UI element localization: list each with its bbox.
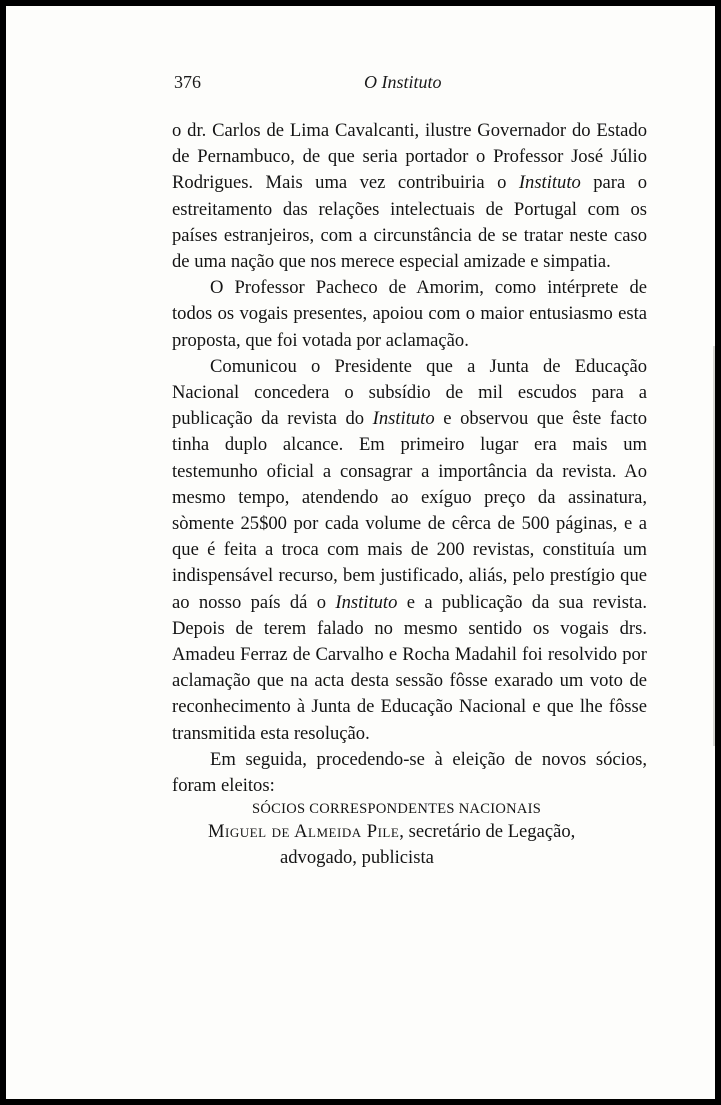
running-title: O Instituto bbox=[364, 72, 442, 92]
page-edge-shadow bbox=[713, 346, 715, 746]
paragraph-1-part-c: para o estreitamento das relações intelectuais de Portugal com os países estranjeiros, com a circunstância de se tratar neste caso de uma nação que nos merece especial amizade e simpatia. bbox=[172, 172, 648, 273]
paragraph-3-italic-instituto-2: Instituto bbox=[335, 591, 398, 613]
member-name: Miguel de Almeida Pile bbox=[208, 821, 400, 843]
document-page bbox=[6, 6, 715, 1099]
page-number: 376 bbox=[174, 72, 201, 92]
paragraph-1-italic-instituto: Instituto bbox=[518, 172, 581, 194]
paragraph-3-part-e: e a publicação da sua revista. Depois de terem falado no mesmo sentido os vogais drs. Amadeu Ferraz de Carvalho e Rocha Madahil foi resolvido por aclamação que na acta desta sessão fôsse exarado um voto de reconhecimento à Junta de Educação Nacional e que lhe fôsse transmitida esta resolução. bbox=[172, 591, 647, 744]
body-text bbox=[172, 118, 647, 872]
running-head bbox=[174, 72, 647, 102]
paragraph-3-italic-instituto-1: Instituto bbox=[372, 408, 435, 430]
paragraph-3 bbox=[172, 354, 647, 747]
section-heading: SÓCIOS CORRESPONDENTES NACIONAIS bbox=[252, 801, 542, 818]
member-description: , secretário de Legação, advogado, publicista bbox=[280, 821, 576, 869]
paragraph-3-part-a: Comunicou o Presidente que a Junta de Educação Nacional concedera o subsídio de mil escudos para a publicação da revista do bbox=[172, 355, 647, 430]
paragraph-1-part-a: o dr. Carlos de Lima Cavalcanti, ilustre Governador do Estado de Pernambuco, de que seria portador o Professor José Júlio Rodrigues. Mais uma vez contribuiria o bbox=[172, 120, 647, 194]
paragraph-4: Em seguida, procedendo-se à eleição de novos sócios, foram eleitos: bbox=[172, 748, 647, 797]
paragraph-3-part-c: e observou que êste facto tinha duplo alcance. Em primeiro lugar era mais um testemunho oficial a consagrar a importância da revista. Ao mesmo tempo, atendendo ao exíguo preço da assinatura, sòmente 25$00 por cada volume de cêrca de 500 páginas, e a que é feita a troca com mais de 200 revistas, constituía um indispensável recurso, bem justificado, aliás, pelo prestígio que ao nosso país dá o bbox=[172, 408, 647, 613]
paragraph-2: O Professor Pacheco de Amorim, como intérprete de todos os vogais presentes, apoiou com o maior entusiasmo esta proposta, que foi votada por aclamação. bbox=[172, 277, 647, 351]
member-entry bbox=[172, 819, 647, 871]
paragraph-1 bbox=[172, 118, 647, 275]
